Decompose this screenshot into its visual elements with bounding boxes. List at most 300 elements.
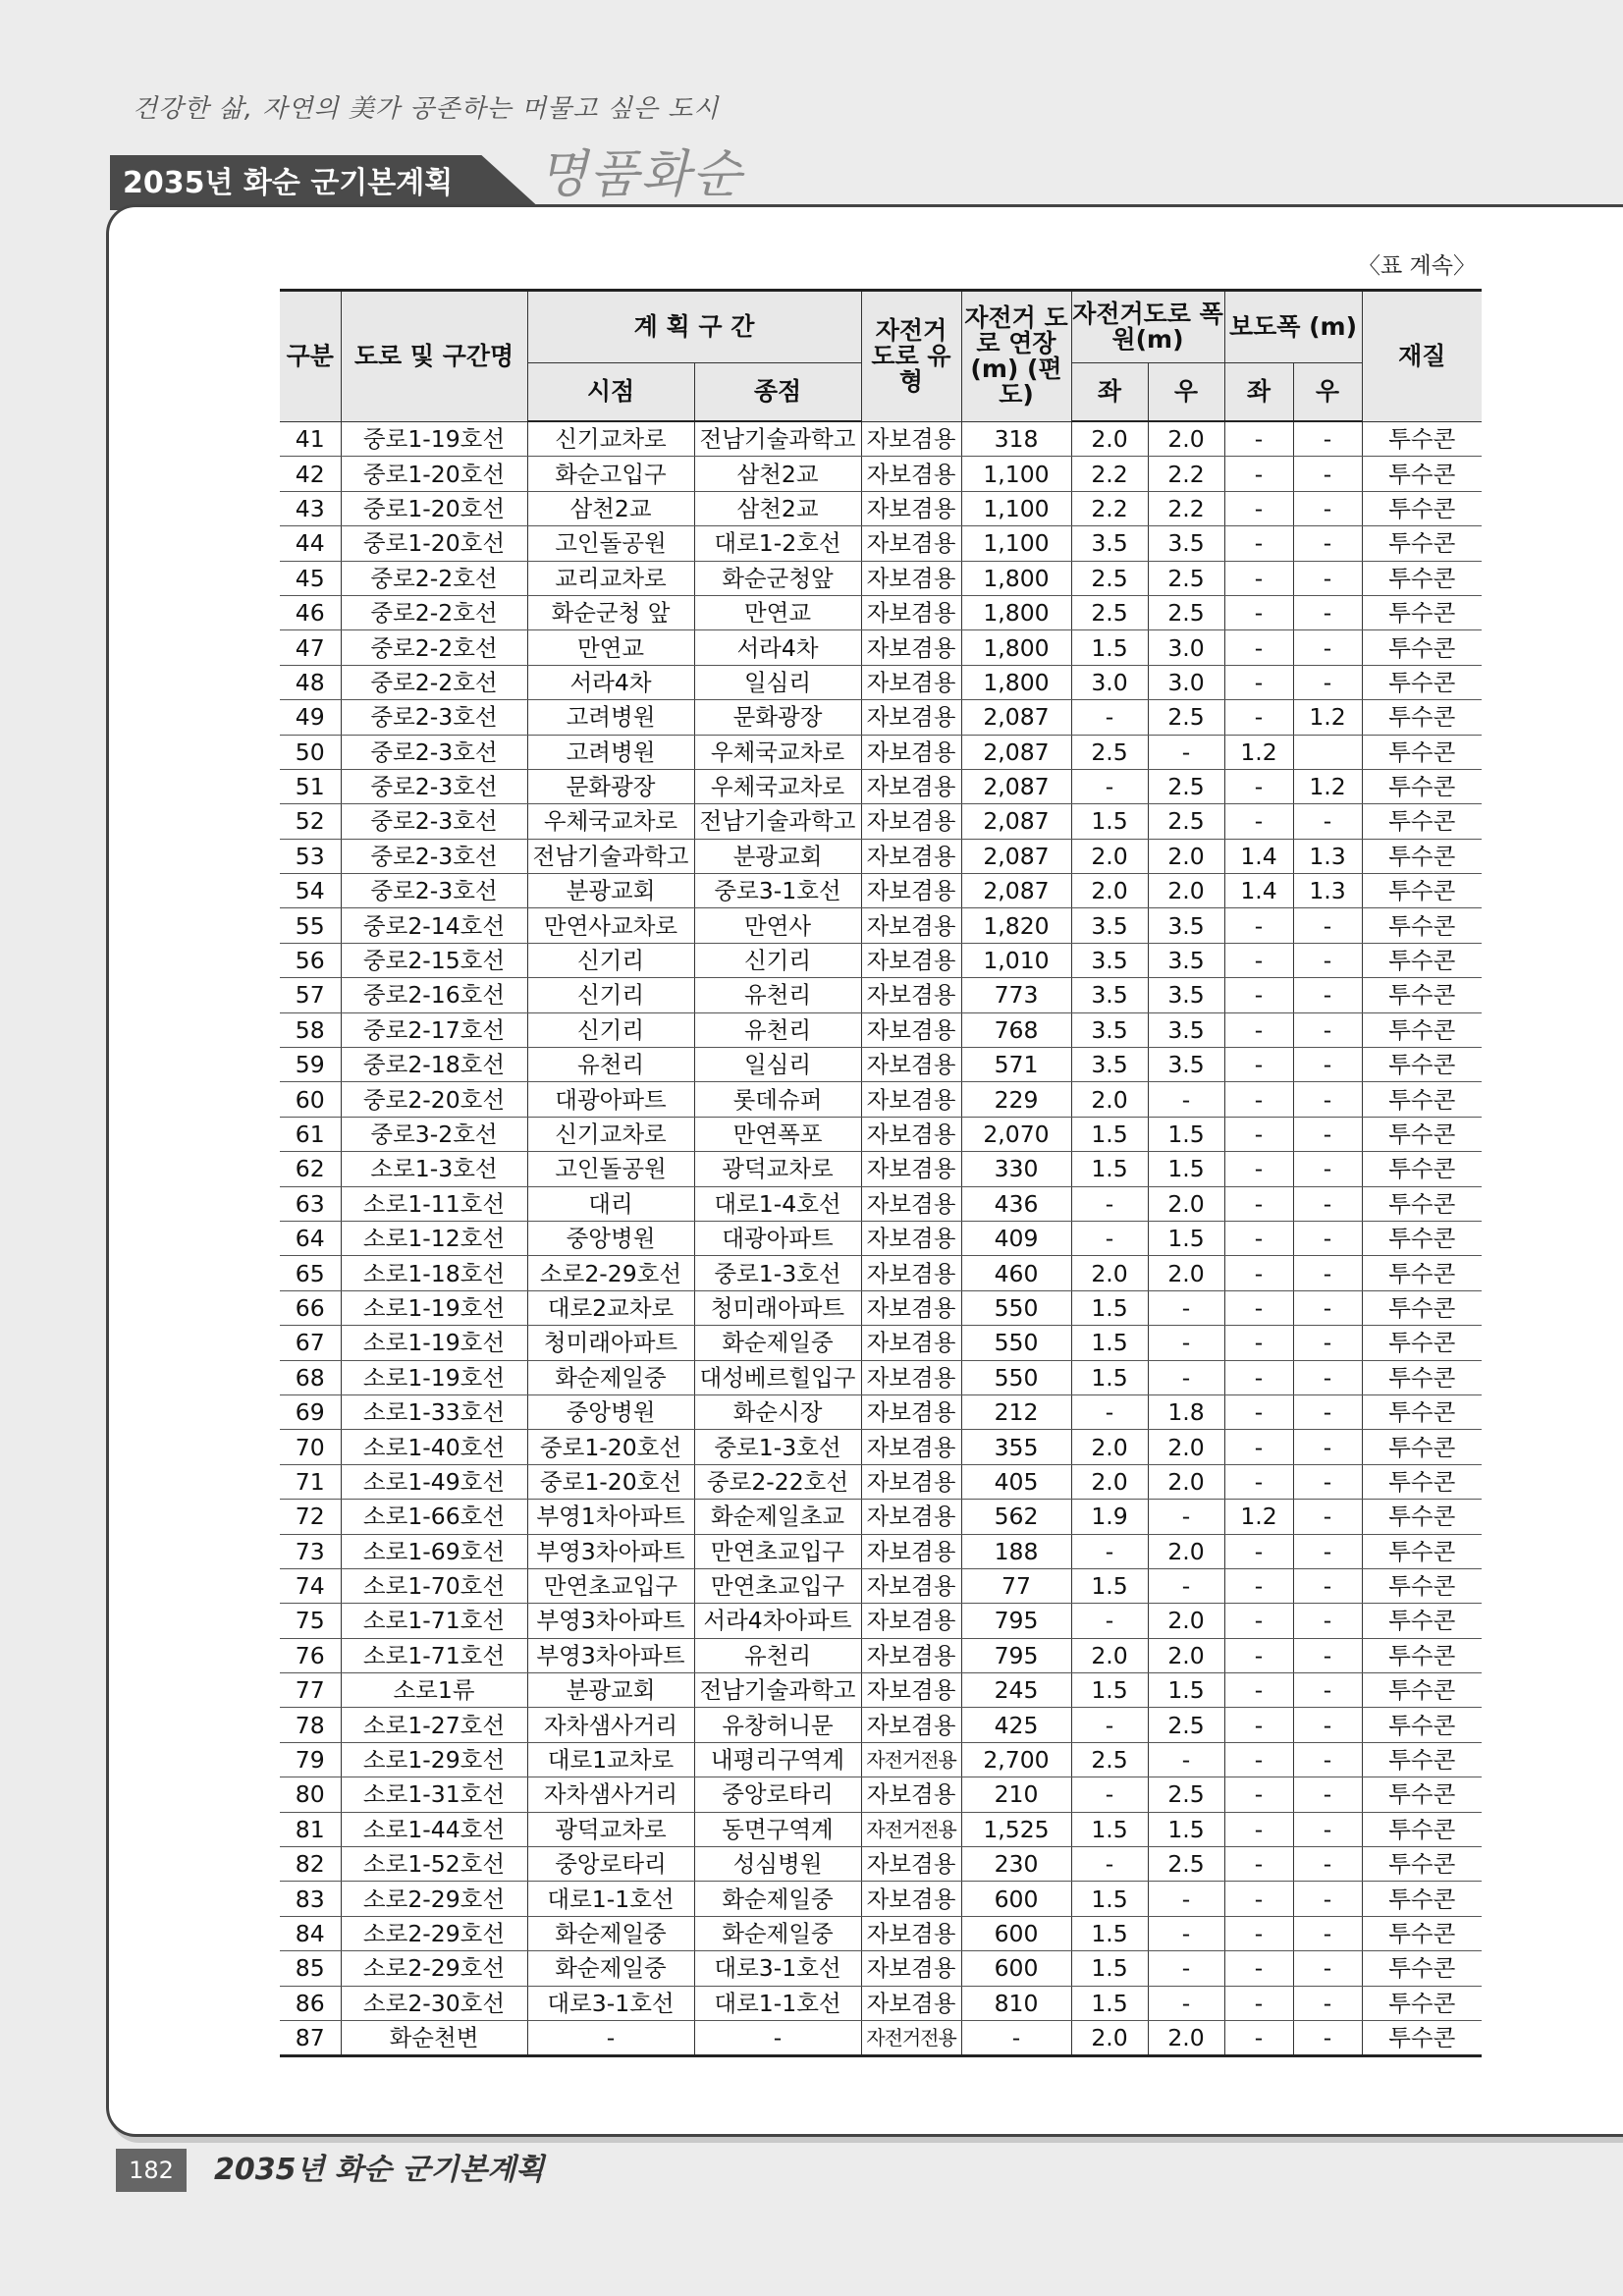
row-number-cell: 54 xyxy=(280,874,341,908)
length-cell: 795 xyxy=(961,1604,1071,1638)
start-point-cell: 대리 xyxy=(527,1186,694,1221)
row-number-cell: 60 xyxy=(280,1082,341,1117)
sidewalk-right-cell: 1.3 xyxy=(1293,874,1362,908)
road-name-cell: 중로2-2호선 xyxy=(341,630,527,665)
start-point-cell: 유천리 xyxy=(527,1048,694,1082)
road-name-cell: 중로2-15호선 xyxy=(341,943,527,977)
road-name-cell: 소로1-31호선 xyxy=(341,1777,527,1812)
material-cell: 투수콘 xyxy=(1362,978,1482,1012)
bike-width-left-cell: 2.0 xyxy=(1071,421,1148,457)
length-cell: 562 xyxy=(961,1500,1071,1534)
material-cell: 투수콘 xyxy=(1362,1394,1482,1429)
end-point-cell: 대성베르힐입구 xyxy=(694,1360,861,1394)
bike-width-right-cell: 2.0 xyxy=(1148,2020,1224,2055)
road-name-cell: 소로1-27호선 xyxy=(341,1708,527,1742)
sidewalk-left-cell: - xyxy=(1224,421,1293,457)
bike-type-cell: 자보겸용 xyxy=(861,1500,961,1534)
row-number-cell: 64 xyxy=(280,1221,341,1255)
bike-type-cell: 자보겸용 xyxy=(861,1847,961,1882)
bike-width-left-cell: 2.2 xyxy=(1071,457,1148,491)
row-number-cell: 71 xyxy=(280,1464,341,1499)
start-point-cell: 만연교 xyxy=(527,630,694,665)
start-point-cell: 만연사교차로 xyxy=(527,908,694,943)
material-cell: 투수콘 xyxy=(1362,1673,1482,1708)
bike-width-left-cell: - xyxy=(1071,1394,1148,1429)
sidewalk-left-cell: 1.4 xyxy=(1224,839,1293,873)
bike-type-cell: 자보겸용 xyxy=(861,978,961,1012)
end-point-cell: 서라4차 xyxy=(694,630,861,665)
row-number-cell: 57 xyxy=(280,978,341,1012)
end-point-cell: 내평리구역계 xyxy=(694,1742,861,1777)
start-point-cell: 신기교차로 xyxy=(527,421,694,457)
bike-width-right-cell: - xyxy=(1148,1986,1224,2020)
bike-width-left-cell: 1.5 xyxy=(1071,1290,1148,1325)
bike-width-left-cell: 3.5 xyxy=(1071,526,1148,561)
material-cell: 투수콘 xyxy=(1362,1534,1482,1568)
bike-type-cell: 자보겸용 xyxy=(861,1048,961,1082)
bike-type-cell: 자보겸용 xyxy=(861,1326,961,1360)
material-cell: 투수콘 xyxy=(1362,804,1482,839)
road-name-cell: 소로2-30호선 xyxy=(341,1986,527,2020)
material-cell: 투수콘 xyxy=(1362,1082,1482,1117)
material-cell: 투수콘 xyxy=(1362,735,1482,769)
bike-type-cell: 자보겸용 xyxy=(861,1464,961,1499)
bike-width-right-cell: 2.0 xyxy=(1148,421,1224,457)
bike-width-left-cell: 2.0 xyxy=(1071,1256,1148,1290)
road-name-cell: 중로2-3호선 xyxy=(341,874,527,908)
sidewalk-right-cell: - xyxy=(1293,1430,1362,1464)
length-cell: 2,087 xyxy=(961,735,1071,769)
end-point-cell: 유천리 xyxy=(694,978,861,1012)
table-row xyxy=(280,2020,1482,2055)
start-point-cell: 화순고입구 xyxy=(527,457,694,491)
table-row xyxy=(280,1986,1482,2020)
end-point-cell: 화순제일중 xyxy=(694,1326,861,1360)
row-number-cell: 72 xyxy=(280,1500,341,1534)
row-number-cell: 65 xyxy=(280,1256,341,1290)
sidewalk-left-cell: - xyxy=(1224,1604,1293,1638)
bike-width-left-cell: 2.0 xyxy=(1071,839,1148,873)
table-row xyxy=(280,421,1482,457)
road-name-cell: 중로2-16호선 xyxy=(341,978,527,1012)
material-cell: 투수콘 xyxy=(1362,1464,1482,1499)
bike-type-cell: 자보겸용 xyxy=(861,1186,961,1221)
table-row xyxy=(280,1256,1482,1290)
length-cell: 318 xyxy=(961,421,1071,457)
table-row xyxy=(280,978,1482,1012)
end-point-cell: 만연폭포 xyxy=(694,1117,861,1151)
bike-width-right-cell: 2.0 xyxy=(1148,1604,1224,1638)
bike-width-right-cell: 1.5 xyxy=(1148,1152,1224,1186)
start-point-cell: 대로3-1호선 xyxy=(527,1986,694,2020)
road-name-cell: 소로2-29호선 xyxy=(341,1951,527,1986)
start-point-cell: 소로2-29호선 xyxy=(527,1256,694,1290)
sidewalk-left-cell: - xyxy=(1224,804,1293,839)
length-cell: 229 xyxy=(961,1082,1071,1117)
start-point-cell: 화순제일중 xyxy=(527,1916,694,1950)
bike-type-cell: 자보겸용 xyxy=(861,595,961,629)
material-cell: 투수콘 xyxy=(1362,1951,1482,1986)
start-point-cell: 분광교회 xyxy=(527,1673,694,1708)
table-row xyxy=(280,1221,1482,1255)
row-number-cell: 58 xyxy=(280,1012,341,1047)
table-row xyxy=(280,908,1482,943)
start-point-cell: 신기리 xyxy=(527,943,694,977)
sidewalk-right-cell: - xyxy=(1293,1152,1362,1186)
length-cell: 245 xyxy=(961,1673,1071,1708)
bike-width-right-cell: 3.5 xyxy=(1148,1012,1224,1047)
sidewalk-right-cell: - xyxy=(1293,421,1362,457)
bike-width-right-cell: 2.0 xyxy=(1148,1534,1224,1568)
material-cell: 투수콘 xyxy=(1362,1708,1482,1742)
sidewalk-right-cell: - xyxy=(1293,1638,1362,1672)
sidewalk-left-cell: - xyxy=(1224,1986,1293,2020)
sidewalk-right-cell: - xyxy=(1293,1048,1362,1082)
end-point-cell: 중로3-1호선 xyxy=(694,874,861,908)
sidewalk-left-cell: - xyxy=(1224,1777,1293,1812)
row-number-cell: 43 xyxy=(280,491,341,525)
material-cell: 투수콘 xyxy=(1362,595,1482,629)
end-point-cell: 만연초교입구 xyxy=(694,1568,861,1603)
sidewalk-right-cell: - xyxy=(1293,1290,1362,1325)
material-cell: 투수콘 xyxy=(1362,839,1482,873)
sidewalk-left-cell: - xyxy=(1224,595,1293,629)
material-cell: 투수콘 xyxy=(1362,1290,1482,1325)
material-cell: 투수콘 xyxy=(1362,2020,1482,2055)
sidewalk-right-cell: - xyxy=(1293,1012,1362,1047)
bike-width-left-cell: 1.5 xyxy=(1071,1568,1148,1603)
road-name-cell: 중로1-20호선 xyxy=(341,457,527,491)
material-cell: 투수콘 xyxy=(1362,1777,1482,1812)
bike-width-right-cell: - xyxy=(1148,1742,1224,1777)
start-point-cell: 청미래아파트 xyxy=(527,1326,694,1360)
row-number-cell: 70 xyxy=(280,1430,341,1464)
bike-width-left-cell: 2.5 xyxy=(1071,561,1148,595)
length-cell: 2,070 xyxy=(961,1117,1071,1151)
sidewalk-right-cell: - xyxy=(1293,1500,1362,1534)
bike-width-left-cell: 1.5 xyxy=(1071,804,1148,839)
material-cell: 투수콘 xyxy=(1362,630,1482,665)
material-cell: 투수콘 xyxy=(1362,421,1482,457)
row-number-cell: 45 xyxy=(280,561,341,595)
bike-width-right-cell: 3.5 xyxy=(1148,943,1224,977)
sidewalk-right-cell: - xyxy=(1293,908,1362,943)
end-point-cell: 유천리 xyxy=(694,1638,861,1672)
end-point-cell: 화순시장 xyxy=(694,1394,861,1429)
road-name-cell: 중로1-20호선 xyxy=(341,526,527,561)
bike-width-right-cell: - xyxy=(1148,1916,1224,1950)
length-cell: 550 xyxy=(961,1290,1071,1325)
road-name-cell: 소로1-71호선 xyxy=(341,1604,527,1638)
material-cell: 투수콘 xyxy=(1362,1812,1482,1846)
row-number-cell: 42 xyxy=(280,457,341,491)
end-point-cell: 동면구역계 xyxy=(694,1812,861,1846)
bike-type-cell: 자전거전용 xyxy=(861,2020,961,2055)
end-point-cell: 대로1-2호선 xyxy=(694,526,861,561)
row-number-cell: 81 xyxy=(280,1812,341,1846)
table-row xyxy=(280,595,1482,629)
bike-type-cell: 자보겸용 xyxy=(861,1360,961,1394)
sidewalk-left-cell: - xyxy=(1224,1638,1293,1672)
bike-width-left-cell: 3.5 xyxy=(1071,1048,1148,1082)
footer-title: 2035년 화순 군기본계획 xyxy=(214,2153,545,2187)
row-number-cell: 75 xyxy=(280,1604,341,1638)
table-row xyxy=(280,1673,1482,1708)
material-cell: 투수콘 xyxy=(1362,491,1482,525)
table-row xyxy=(280,1951,1482,1986)
sidewalk-left-cell: - xyxy=(1224,1048,1293,1082)
sidewalk-right-cell: - xyxy=(1293,1117,1362,1151)
length-cell: 409 xyxy=(961,1221,1071,1255)
sidewalk-right-cell: - xyxy=(1293,630,1362,665)
table-row xyxy=(280,700,1482,735)
end-point-cell: 만연초교입구 xyxy=(694,1534,861,1568)
start-point-cell: 만연초교입구 xyxy=(527,1568,694,1603)
col-plan-section: 계 획 구 간 xyxy=(527,291,861,363)
end-point-cell: 화순제일초교 xyxy=(694,1500,861,1534)
table-row xyxy=(280,1742,1482,1777)
sidewalk-left-cell: - xyxy=(1224,908,1293,943)
start-point-cell: 중로1-20호선 xyxy=(527,1430,694,1464)
start-point-cell: 교리교차로 xyxy=(527,561,694,595)
material-cell: 투수콘 xyxy=(1362,1568,1482,1603)
bike-width-right-cell: 1.8 xyxy=(1148,1394,1224,1429)
length-cell: 1,800 xyxy=(961,595,1071,629)
length-cell: 768 xyxy=(961,1012,1071,1047)
col-material: 재질 xyxy=(1362,291,1482,422)
bike-width-right-cell: 2.0 xyxy=(1148,874,1224,908)
bike-width-left-cell: 1.5 xyxy=(1071,1916,1148,1950)
bike-width-left-cell: 1.5 xyxy=(1071,1951,1148,1986)
material-cell: 투수콘 xyxy=(1362,1916,1482,1950)
bike-width-right-cell: - xyxy=(1148,1360,1224,1394)
col-sidewalk-right: 우 xyxy=(1293,363,1362,422)
sidewalk-left-cell: - xyxy=(1224,1326,1293,1360)
sidewalk-right-cell: - xyxy=(1293,978,1362,1012)
road-name-cell: 중로2-3호선 xyxy=(341,735,527,769)
length-cell: 210 xyxy=(961,1777,1071,1812)
bike-width-right-cell: 3.5 xyxy=(1148,526,1224,561)
bike-width-left-cell: 2.5 xyxy=(1071,735,1148,769)
bike-width-right-cell: - xyxy=(1148,1326,1224,1360)
sidewalk-right-cell: - xyxy=(1293,804,1362,839)
bike-width-left-cell: 1.5 xyxy=(1071,1326,1148,1360)
sidewalk-left-cell: 1.4 xyxy=(1224,874,1293,908)
end-point-cell: 전남기술과학고 xyxy=(694,421,861,457)
sidewalk-right-cell: - xyxy=(1293,943,1362,977)
length-cell: 1,100 xyxy=(961,491,1071,525)
row-number-cell: 66 xyxy=(280,1290,341,1325)
bike-type-cell: 자보겸용 xyxy=(861,874,961,908)
bike-width-right-cell: 3.5 xyxy=(1148,978,1224,1012)
bike-width-left-cell: 3.0 xyxy=(1071,665,1148,699)
start-point-cell: 화순군청 앞 xyxy=(527,595,694,629)
end-point-cell: 대광아파트 xyxy=(694,1221,861,1255)
sidewalk-right-cell: - xyxy=(1293,1847,1362,1882)
col-category: 구분 xyxy=(280,291,341,422)
row-number-cell: 53 xyxy=(280,839,341,873)
sidewalk-left-cell: - xyxy=(1224,1152,1293,1186)
sidewalk-left-cell: - xyxy=(1224,1882,1293,1916)
road-name-cell: 중로2-3호선 xyxy=(341,700,527,735)
bike-type-cell: 자보겸용 xyxy=(861,1221,961,1255)
length-cell: 2,087 xyxy=(961,769,1071,803)
material-cell: 투수콘 xyxy=(1362,1638,1482,1672)
length-cell: 1,800 xyxy=(961,630,1071,665)
bike-width-left-cell: - xyxy=(1071,1186,1148,1221)
road-name-cell: 소로1-19호선 xyxy=(341,1360,527,1394)
table-row xyxy=(280,1152,1482,1186)
road-name-cell: 중로2-18호선 xyxy=(341,1048,527,1082)
bike-width-right-cell: 3.5 xyxy=(1148,1048,1224,1082)
start-point-cell: 대로2교차로 xyxy=(527,1290,694,1325)
table-row xyxy=(280,1777,1482,1812)
sidewalk-right-cell: - xyxy=(1293,1082,1362,1117)
bike-width-left-cell: 2.0 xyxy=(1071,2020,1148,2055)
length-cell: 1,010 xyxy=(961,943,1071,977)
sidewalk-left-cell: - xyxy=(1224,1012,1293,1047)
bike-width-right-cell: - xyxy=(1148,1082,1224,1117)
road-name-cell: 소로2-29호선 xyxy=(341,1882,527,1916)
bike-width-right-cell: 3.0 xyxy=(1148,630,1224,665)
bike-width-left-cell: 2.0 xyxy=(1071,874,1148,908)
col-bike-length: 자전거 도로 연장(m) (편도) xyxy=(961,291,1071,422)
sidewalk-right-cell: - xyxy=(1293,1777,1362,1812)
road-name-cell: 소로1-70호선 xyxy=(341,1568,527,1603)
sidewalk-left-cell: - xyxy=(1224,1117,1293,1151)
road-name-cell: 중로2-20호선 xyxy=(341,1082,527,1117)
sidewalk-right-cell: - xyxy=(1293,595,1362,629)
bike-type-cell: 자보겸용 xyxy=(861,1012,961,1047)
material-cell: 투수콘 xyxy=(1362,700,1482,735)
row-number-cell: 82 xyxy=(280,1847,341,1882)
sidewalk-right-cell: - xyxy=(1293,1812,1362,1846)
table-row xyxy=(280,457,1482,491)
start-point-cell: 부영1차아파트 xyxy=(527,1500,694,1534)
bike-width-left-cell: 2.5 xyxy=(1071,1742,1148,1777)
sidewalk-left-cell: - xyxy=(1224,978,1293,1012)
table-row xyxy=(280,1568,1482,1603)
sidewalk-left-cell: - xyxy=(1224,1951,1293,1986)
table-row xyxy=(280,1290,1482,1325)
road-name-cell: 소로2-29호선 xyxy=(341,1916,527,1950)
start-point-cell: 전남기술과학고 xyxy=(527,839,694,873)
road-name-cell: 중로3-2호선 xyxy=(341,1117,527,1151)
row-number-cell: 79 xyxy=(280,1742,341,1777)
row-number-cell: 41 xyxy=(280,421,341,457)
bike-width-right-cell: - xyxy=(1148,1290,1224,1325)
table-row xyxy=(280,1117,1482,1151)
bike-type-cell: 자보겸용 xyxy=(861,1082,961,1117)
row-number-cell: 46 xyxy=(280,595,341,629)
row-number-cell: 84 xyxy=(280,1916,341,1950)
bike-type-cell: 자보겸용 xyxy=(861,1916,961,1950)
start-point-cell: 분광교회 xyxy=(527,874,694,908)
bike-width-left-cell: 2.0 xyxy=(1071,1638,1148,1672)
bike-type-cell: 자보겸용 xyxy=(861,1673,961,1708)
start-point-cell: 중앙병원 xyxy=(527,1221,694,1255)
length-cell: 355 xyxy=(961,1430,1071,1464)
bike-width-right-cell: 1.5 xyxy=(1148,1673,1224,1708)
start-point-cell: 고려병원 xyxy=(527,700,694,735)
road-name-cell: 소로1-29호선 xyxy=(341,1742,527,1777)
sidewalk-left-cell: - xyxy=(1224,1394,1293,1429)
start-point-cell: 신기리 xyxy=(527,1012,694,1047)
length-cell: 600 xyxy=(961,1916,1071,1950)
table-row xyxy=(280,665,1482,699)
road-name-cell: 소로1-49호선 xyxy=(341,1464,527,1499)
row-number-cell: 48 xyxy=(280,665,341,699)
length-cell: 1,525 xyxy=(961,1812,1071,1846)
sidewalk-right-cell: - xyxy=(1293,1221,1362,1255)
row-number-cell: 50 xyxy=(280,735,341,769)
bike-width-left-cell: - xyxy=(1071,769,1148,803)
col-bike-left: 좌 xyxy=(1071,363,1148,422)
bike-type-cell: 자보겸용 xyxy=(861,943,961,977)
road-name-cell: 중로2-3호선 xyxy=(341,769,527,803)
sidewalk-right-cell: - xyxy=(1293,2020,1362,2055)
start-point-cell: 부영3차아파트 xyxy=(527,1638,694,1672)
material-cell: 투수콘 xyxy=(1362,1847,1482,1882)
road-name-cell: 소로1-71호선 xyxy=(341,1638,527,1672)
table-row xyxy=(280,1430,1482,1464)
start-point-cell: 고인돌공원 xyxy=(527,1152,694,1186)
header-title: 2035년 화순 군기본계획 xyxy=(123,166,454,200)
bike-road-table xyxy=(280,289,1482,2057)
table-row xyxy=(280,1916,1482,1950)
bike-type-cell: 자보겸용 xyxy=(861,769,961,803)
bike-type-cell: 자보겸용 xyxy=(861,491,961,525)
sidewalk-right-cell: - xyxy=(1293,665,1362,699)
bike-width-right-cell: 2.5 xyxy=(1148,561,1224,595)
start-point-cell: 자차샘사거리 xyxy=(527,1708,694,1742)
sidewalk-right-cell: - xyxy=(1293,1360,1362,1394)
end-point-cell: 분광교회 xyxy=(694,839,861,873)
bike-width-left-cell: 2.0 xyxy=(1071,1464,1148,1499)
start-point-cell: 화순제일중 xyxy=(527,1951,694,1986)
sidewalk-left-cell: - xyxy=(1224,561,1293,595)
material-cell: 투수콘 xyxy=(1362,1012,1482,1047)
length-cell: 77 xyxy=(961,1568,1071,1603)
length-cell: 2,700 xyxy=(961,1742,1071,1777)
bike-type-cell: 자보겸용 xyxy=(861,1394,961,1429)
bike-width-left-cell: 1.5 xyxy=(1071,630,1148,665)
table-body xyxy=(280,421,1482,2056)
bike-width-left-cell: 3.5 xyxy=(1071,978,1148,1012)
end-point-cell: 만연사 xyxy=(694,908,861,943)
length-cell: 405 xyxy=(961,1464,1071,1499)
bike-width-left-cell: 1.5 xyxy=(1071,1152,1148,1186)
material-cell: 투수콘 xyxy=(1362,1882,1482,1916)
start-point-cell: 우체국교차로 xyxy=(527,804,694,839)
start-point-cell: 문화광장 xyxy=(527,769,694,803)
sidewalk-right-cell: - xyxy=(1293,1742,1362,1777)
col-bike-type: 자전거 도로 유형 xyxy=(861,291,961,422)
end-point-cell: 유천리 xyxy=(694,1012,861,1047)
sidewalk-right-cell: - xyxy=(1293,1534,1362,1568)
sidewalk-left-cell: - xyxy=(1224,1221,1293,1255)
col-end: 종점 xyxy=(694,363,861,422)
bike-width-left-cell: 1.9 xyxy=(1071,1500,1148,1534)
end-point-cell: 화순제일중 xyxy=(694,1916,861,1950)
end-point-cell: 일심리 xyxy=(694,665,861,699)
bike-width-right-cell: 2.2 xyxy=(1148,491,1224,525)
material-cell: 투수콘 xyxy=(1362,943,1482,977)
bike-type-cell: 자보겸용 xyxy=(861,1777,961,1812)
bike-width-right-cell: 2.0 xyxy=(1148,1256,1224,1290)
sidewalk-right-cell: - xyxy=(1293,526,1362,561)
end-point-cell: 광덕교차로 xyxy=(694,1152,861,1186)
